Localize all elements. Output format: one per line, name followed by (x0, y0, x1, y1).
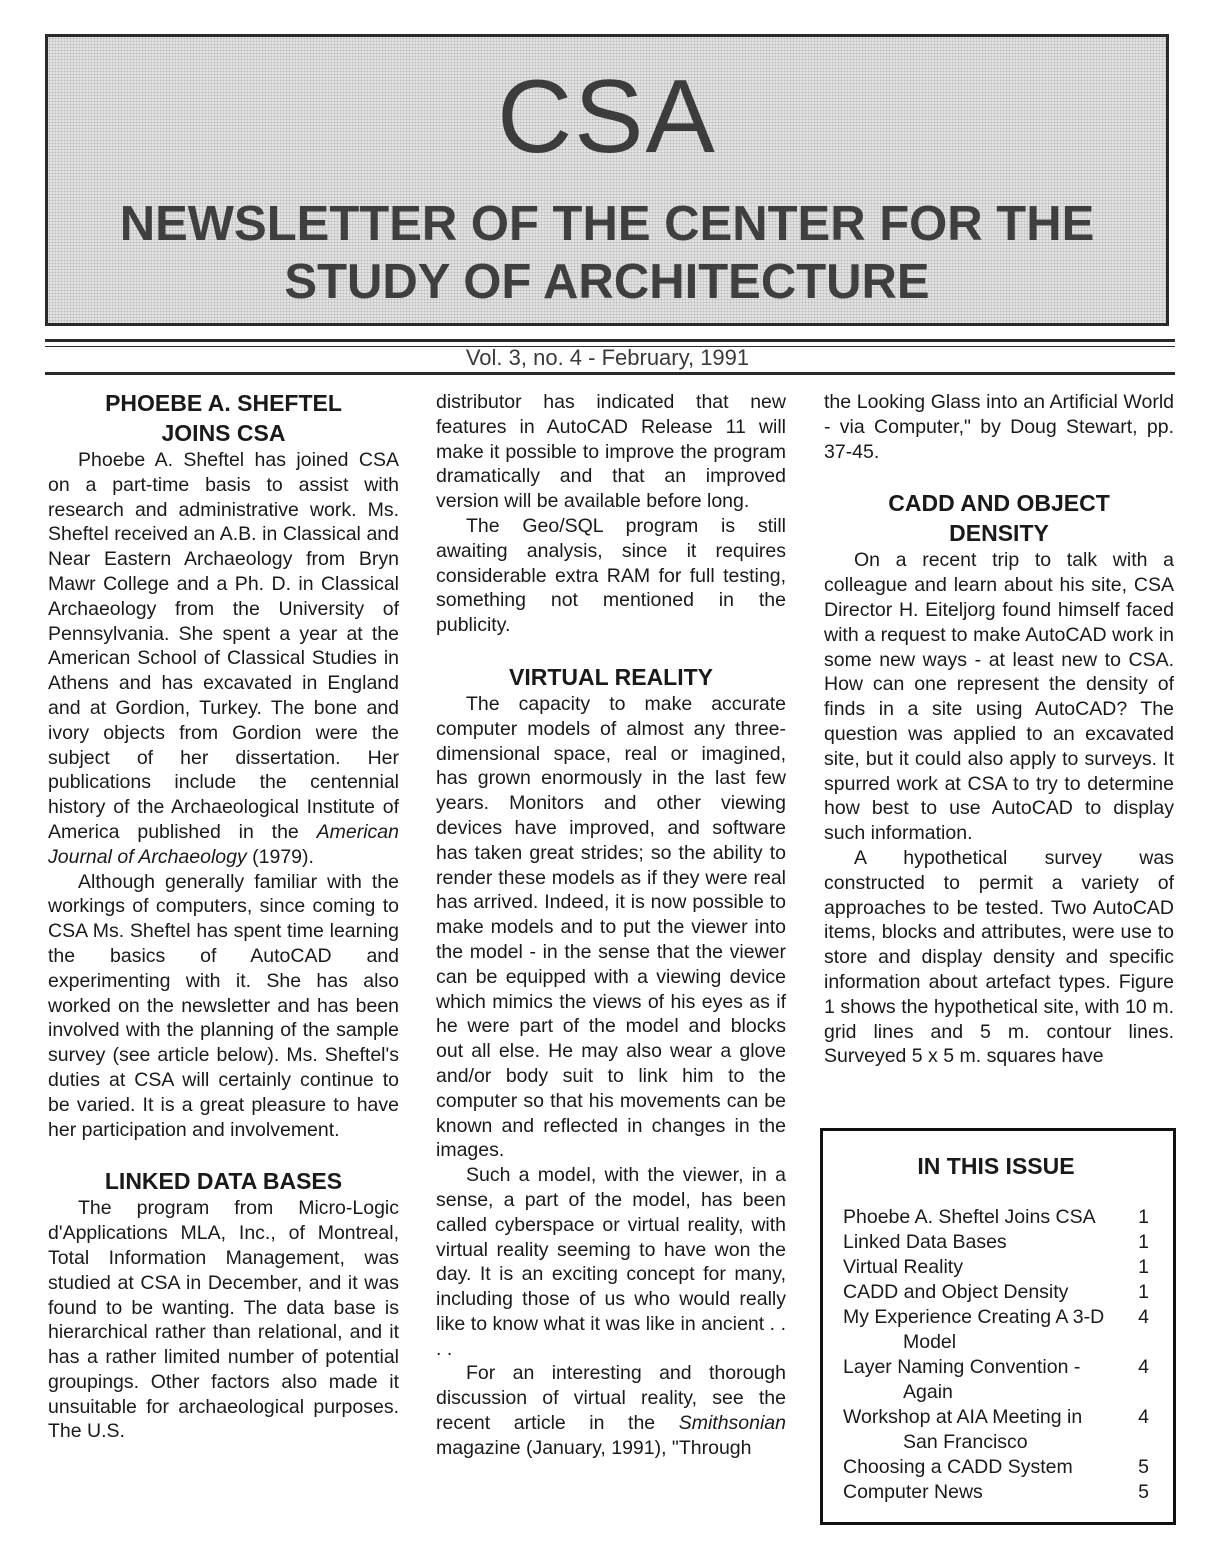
paragraph: A hypothetical survey was constructed to permit a variety of approaches to be tested. Two AutoCAD items, blocks and attributes, were use to store and display density and specific information about artefact types. Figure 1 shows the hypothetical site, with 10 m. grid lines and 5 m. contour lines. Surveyed 5 x 5 m. squares have (824, 846, 1174, 1068)
masthead (45, 34, 1169, 326)
heading-line: CADD AND OBJECT (888, 490, 1110, 517)
contents-item-title-text: Layer Naming Convention - (843, 1356, 1081, 1378)
subtitle-line-2: STUDY OF ARCHITECTURE (284, 255, 930, 309)
heading-line: PHOEBE A. SHEFTEL (105, 390, 342, 416)
column-3 (824, 390, 1174, 1069)
contents-item-title-text: Computer News (843, 1481, 983, 1503)
column-2 (436, 390, 786, 1461)
contents-item (843, 1405, 1149, 1455)
contents-item-title-continued: Model (903, 1331, 957, 1353)
contents-item-title (843, 1280, 1129, 1305)
article-heading-sheftel (48, 388, 399, 448)
contents-item-title-text: My Experience Creating A 3-D (843, 1306, 1105, 1328)
heading-line: DENSITY (949, 520, 1049, 547)
paragraph (436, 1361, 786, 1460)
contents-item-title-text: Choosing a CADD System (843, 1456, 1073, 1478)
contents-item-title-text: Workshop at AIA Meeting in (843, 1406, 1083, 1428)
paragraph: On a recent trip to talk with a colleague and learn about his site, CSA Director H. Eiteljorg found himself faced with a request to make AutoCAD work in some new ways - at least new to CSA. How can one represent the density of finds in a site using AutoCAD? The question was applied to an excavated site, but it could also apply to surveys. It spurred work at CSA to try to determine how best to use AutoCAD to display such information. (824, 549, 1174, 845)
contents-item-page: 1 (1138, 1231, 1149, 1253)
contents-item (843, 1355, 1149, 1405)
contents-item-title-continued: Again (903, 1381, 953, 1403)
contents-item (843, 1255, 1149, 1280)
contents-item-title (843, 1305, 1129, 1355)
contents-item-title-text: Virtual Reality (843, 1256, 963, 1278)
text-run: For an interesting and thorough discussion of virtual reality, see the recent article in the (436, 1362, 786, 1435)
contents-item (843, 1230, 1149, 1255)
text-run: magazine (January, 1991), "Through (436, 1436, 752, 1459)
contents-item-page: 5 (1138, 1481, 1149, 1503)
contents-item (843, 1280, 1149, 1305)
article-heading-linked: LINKED DATA BASES (104, 1168, 343, 1195)
article-heading-cadd (824, 488, 1174, 548)
contents-item-title (843, 1355, 1129, 1405)
contents-item-title-text: Phoebe A. Sheftel Joins CSA (843, 1206, 1096, 1228)
issue-line: Vol. 3, no. 4 - February, 1991 (465, 345, 750, 370)
contents-item-title-text: CADD and Object Density (843, 1281, 1069, 1303)
top-rule (45, 339, 1175, 342)
paragraph: Such a model, with the viewer, in a sense, a part of the model, has been called cyberspace or virtual reality, with virtual reality seeming to have won the day. It is an exciting concept for many, including those of us who would really like to know what it was like in ancient . . . . (436, 1164, 786, 1360)
paragraph: The Geo/SQL program is still awaiting analysis, since it requires considerable extra RAM for full testing, something not mentioned in the publicity. (436, 514, 786, 637)
contents-item-title (843, 1205, 1129, 1230)
contents-item-title (843, 1255, 1129, 1280)
contents-item-title (843, 1405, 1129, 1455)
paragraph (48, 448, 399, 870)
contents-item-page: 1 (1138, 1281, 1149, 1303)
contents-item-page: 1 (1138, 1206, 1149, 1228)
text-run: Phoebe A. Sheftel has joined CSA on a part-time basis to assist with research and administrative work. Ms. Sheftel received an A.B. in Classical and Near Eastern Archaeology from Bryn Mawr College and a Ph. D. in Classical Archaeology from the University of Pennsylvania. She spent a year at the American School of Classical Studies in Athens and has excavated in England and at Gordion, Turkey. The bone and ivory objects from Gordion were the subject of her dissertation. Her publications include the centennial history of the Archaeological Institute of America published in the (48, 449, 399, 843)
article-heading-virtual: VIRTUAL REALITY (508, 663, 714, 690)
newsletter-title: CSA (497, 59, 717, 175)
contents-item-page: 4 (1138, 1306, 1149, 1328)
contents-list (843, 1205, 1149, 1505)
contents-item (843, 1480, 1149, 1505)
contents-item-page: 4 (1138, 1356, 1149, 1378)
contents-item-title (843, 1455, 1129, 1480)
paragraph: The capacity to make accurate computer models of almost any three-dimensional space, real or imagined, has grown enormously in the last few years. Monitors and other viewing devices have improved, and software has taken great strides; so the ability to render these models as if they were real has arrived. Indeed, it is now possible to make models and to put the viewer into the model - in the sense that the viewer can be equipped with a viewing device which mimics the views of his eyes as if he were part of the model and blocks out all else. He may also wear a glove and/or body suit to link him to the computer so that his movements can be known and reflected in changes in the images. (436, 692, 786, 1162)
contents-heading: IN THIS ISSUE (917, 1153, 1075, 1179)
text-run: (1979). (246, 845, 314, 868)
contents-item-title-text: Linked Data Bases (843, 1231, 1007, 1253)
paragraph: Although generally familiar with the workings of computers, since coming to CSA Ms. Sheftel has spent time learning the basics of AutoCAD and experimenting with it. She has also worked on the newsletter and has been involved with the planning of the sample survey (see article below). Ms. Sheftel's duties at CSA will certainly continue to be varied. It is a great pleasure to have her participation and involvement. (48, 870, 399, 1141)
contents-item-title (843, 1230, 1129, 1255)
contents-item (843, 1205, 1149, 1230)
contents-item (843, 1305, 1149, 1355)
newsletter-subtitle (48, 195, 1166, 311)
column-1 (48, 388, 399, 1444)
contents-item-title (843, 1480, 1129, 1505)
magazine-title: Smithsonian (678, 1412, 786, 1435)
contents-item (843, 1455, 1149, 1480)
paragraph-continued: the Looking Glass into an Artificial World - via Computer," by Doug Stewart, pp. 37-45. (824, 391, 1174, 463)
heading-line: JOINS CSA (161, 420, 286, 446)
journal-title: American Journal of Archaeology (48, 820, 399, 868)
paragraph-continued: distributor has indicated that new features in AutoCAD Release 11 will make it possible to improve the program dramatically and that an improved version will be available before long. (436, 391, 786, 513)
contents-item-page: 1 (1138, 1256, 1149, 1278)
subtitle-line-1: NEWSLETTER OF THE CENTER FOR THE (119, 197, 1095, 251)
paragraph: The program from Micro-Logic d'Applications MLA, Inc., of Montreal, Total Information Management, was studied at CSA in December, and it was found to be wanting. The data base is hierarchical rather than relational, and it has a rather limited number of potential groupings. Other factors also made it unsuitable for archaeological purposes. The U.S. (48, 1197, 399, 1443)
bottom-rule (45, 372, 1175, 375)
contents-item-title-continued: San Francisco (903, 1431, 1028, 1453)
in-this-issue-box (820, 1128, 1176, 1525)
contents-item-page: 4 (1138, 1406, 1149, 1428)
contents-item-page: 5 (1138, 1456, 1149, 1478)
